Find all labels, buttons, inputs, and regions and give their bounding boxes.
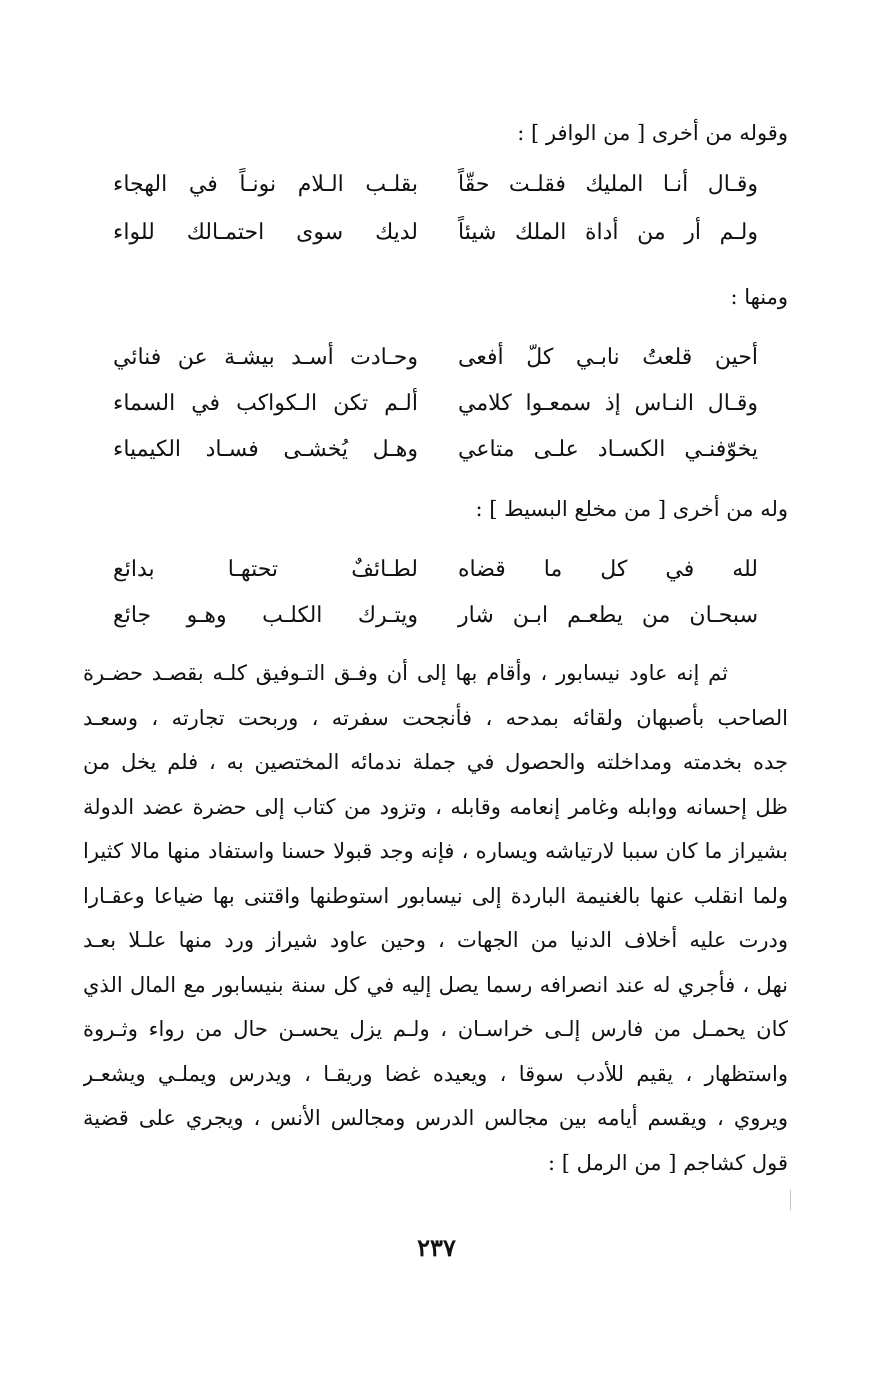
prose-line: واستظهار ، يقيم للأدب سوقا ، ويعيده غضا وريقـا ، ويدرس ويملـي ويشعـر bbox=[83, 1062, 788, 1086]
heading-wafir: وقوله من أخرى [ من الوافر ] : bbox=[517, 121, 788, 145]
prose-line: ظل إحسانه ووابله وغامر إنعامه وقابله ، وتزود من كتاب إلى حضرة عضد الدولة bbox=[83, 795, 788, 819]
verse-hemistich-right: ولـم أر من أداة الملك شيئاً bbox=[458, 220, 758, 245]
scan-edge-mark bbox=[790, 1190, 791, 1210]
prose-line: قول كشاجم [ من الرمل ] : bbox=[548, 1151, 788, 1175]
page-number: ٢٣٧ bbox=[417, 1233, 456, 1262]
verse-hemistich-right: لله في كل ما قضاه bbox=[458, 557, 758, 582]
verse-hemistich-left: ويتـرك الكلـب وهـو جائع bbox=[113, 603, 418, 628]
verse-hemistich-right: أحين قلعتُ نابـي كلّ أفعى bbox=[458, 345, 758, 370]
verse-hemistich-right: وقـال أنـا المليك فقلـت حقّاً bbox=[458, 172, 758, 197]
verse-hemistich-right: وقـال النـاس إذ سمعـوا كلامي bbox=[458, 391, 758, 416]
heading-minha: ومنها : bbox=[730, 285, 788, 309]
verse-hemistich-left: وهـل يُخشـى فسـاد الكيمياء bbox=[113, 437, 418, 462]
prose-line: ولما انقلب عنها بالغنيمة الباردة إلى نيسابور استوطنها واقتنى بها ضياعا وعقـارا bbox=[83, 884, 788, 908]
prose-line: نهل ، فأجري له عند انصرافه رسما يصل إليه في كل سنة بنيسابور مع المال الذي bbox=[83, 973, 788, 997]
verse-hemistich-left: لديك سوى احتمـالك للواء bbox=[113, 220, 418, 245]
prose-line: بشيراز ما كان سببا لارتياشه ويساره ، فإنه وجد قبولا حسنا واستفاد منها مالا كثيرا bbox=[83, 839, 788, 863]
verse-hemistich-left: وحـادت أسـد بيشـة عن فنائي bbox=[113, 345, 418, 370]
prose-line: ودرت عليه أخلاف الدنيا من الجهات ، وحين عاود شيراز ورد منها علـلا بعـد bbox=[83, 928, 788, 952]
heading-mukhalla-basit: وله من أخرى [ من مخلع البسيط ] : bbox=[475, 497, 788, 521]
verse-hemistich-left: لطـائفٌ تحتهـا بدائع bbox=[113, 557, 418, 582]
prose-line: الصاحب بأصبهان ولقائه بمدحه ، فأنجحت سفرته ، وربحت تجارته ، وسعـد bbox=[83, 706, 788, 730]
verse-hemistich-right: يخوّفنـي الكسـاد علـى متاعي bbox=[458, 437, 758, 462]
verse-hemistich-right: سبحـان من يطعـم ابـن شار bbox=[458, 603, 758, 628]
prose-line: ويروي ، ويقسم أيامه بين مجالس الدرس ومجالس الأنس ، ويجري على قضية bbox=[83, 1106, 788, 1130]
prose-line: ثم إنه عاود نيسابور ، وأقام بها إلى أن وفـق التـوفيق كلـه بقصـد حضـرة bbox=[83, 661, 728, 685]
verse-hemistich-left: بقلـب الـلام نونـاً في الهجاء bbox=[113, 172, 418, 197]
verse-hemistich-left: ألـم تكن الـكواكب في السماء bbox=[113, 391, 418, 416]
prose-line: جده بخدمته ومداخلته والحصول في جملة ندمائه المختصين به ، فلم يخل من bbox=[83, 750, 788, 774]
prose-line: كان يحمـل من فارس إلـى خراسـان ، ولـم يزل يحسـن حال من رواء وثـروة bbox=[83, 1017, 788, 1041]
